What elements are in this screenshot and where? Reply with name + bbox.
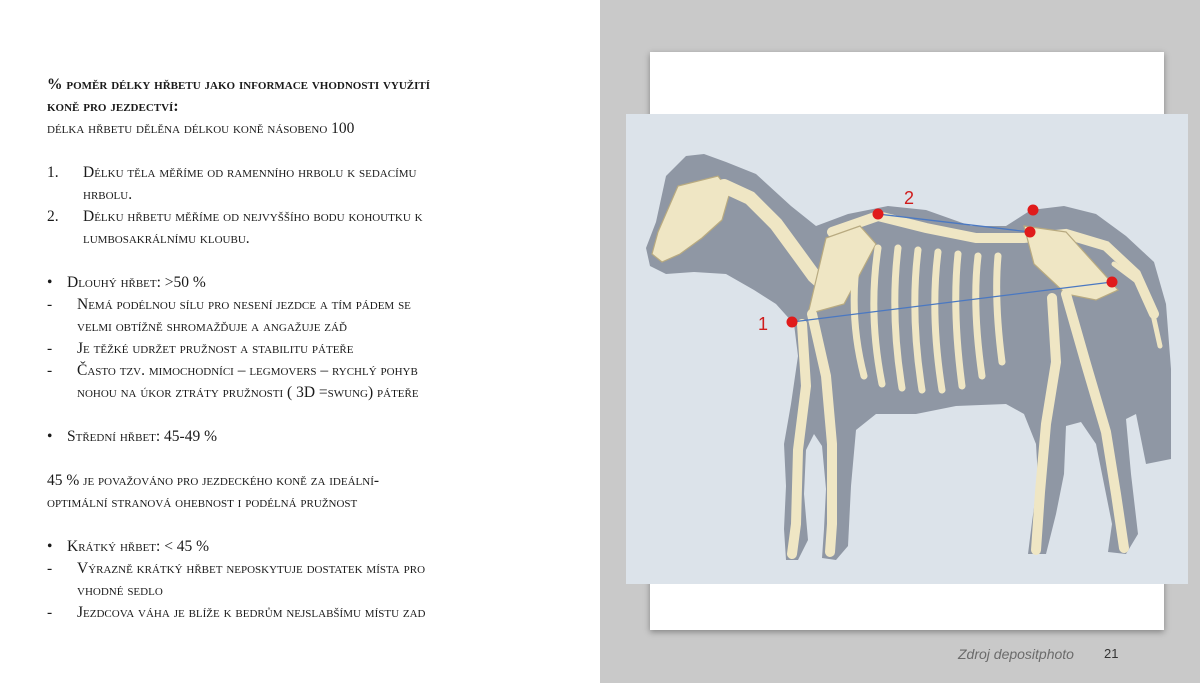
short-back-heading: • Krátký hřbet: < 45 %: [47, 536, 567, 558]
slide-title-line-2: koně pro jezdectví:: [47, 98, 179, 115]
bullet-marker: •: [47, 274, 53, 291]
marker-croup-top: [1028, 205, 1039, 216]
slide-title-line-1: % poměr délky hřbetu jako informace vhodnosti využití: [47, 76, 431, 93]
horse-skeleton-illustration: [626, 114, 1188, 584]
marker-lumbosacral-joint: [1025, 227, 1036, 238]
slide-text: [47, 74, 567, 624]
bullet-marker: •: [47, 538, 53, 555]
middle-back-heading: • Střední hřbet: 45-49 %: [47, 426, 567, 448]
dash-marker: -: [47, 296, 53, 313]
marker-shoulder-point: [787, 317, 798, 328]
numbered-item-2: 2. Délku hřbetu měříme od nejvyššího bodu kohoutku k lumbosakrálnímu kloubu.: [47, 206, 567, 250]
marker-withers-point: [873, 209, 884, 220]
long-back-point-2: - Je těžké udržet pružnost a stabilitu páteře: [47, 338, 567, 360]
short-back-point-1: - Výrazně krátký hřbet neposkytuje dostatek místa pro vhodné sedlo: [47, 558, 567, 602]
short-back-point-2: - Jezdcova váha je blíže k bedrům nejslabšímu místu zad: [47, 602, 567, 624]
item-number: 1.: [47, 164, 59, 181]
long-back-point-3: - Často tzv. mimochodníci – legmovers – rychlý pohyb nohou na úkor ztráty pružnosti ( 3D =swung) páteře: [47, 360, 567, 404]
numbered-item-1: 1. Délku těla měříme od ramenního hrbolu k sedacímu hrbolu.: [47, 162, 567, 206]
bullet-marker: •: [47, 428, 53, 445]
dash-marker: -: [47, 604, 53, 621]
long-back-point-1: - Nemá podélnou sílu pro nesení jezdce a tím pádem se velmi obtížně shromažďuje a angažuje záď: [47, 294, 567, 338]
horse-skeleton-figure: [626, 114, 1188, 584]
formula: délka hřbetu dělěna délkou koně násobeno 100: [47, 120, 355, 137]
ideal-line-2: optimální stranová ohebnost i podélná pružnost: [47, 494, 358, 511]
label-back-length: 2: [904, 188, 915, 208]
ideal-line-1: 45 % je považováno pro jezdeckého koně za ideální-: [47, 472, 380, 489]
dash-marker: -: [47, 362, 53, 379]
long-back-heading: • Dlouhý hřbet: >50 %: [47, 272, 567, 294]
horse-silhouette: [646, 154, 1171, 560]
image-source-caption: Zdroj depositphoto: [958, 646, 1074, 662]
item-number: 2.: [47, 208, 59, 225]
marker-buttock-point: [1107, 277, 1118, 288]
dash-marker: -: [47, 560, 53, 577]
label-body-length: 1: [758, 314, 769, 334]
dash-marker: -: [47, 340, 53, 357]
page-number: 21: [1104, 646, 1119, 661]
